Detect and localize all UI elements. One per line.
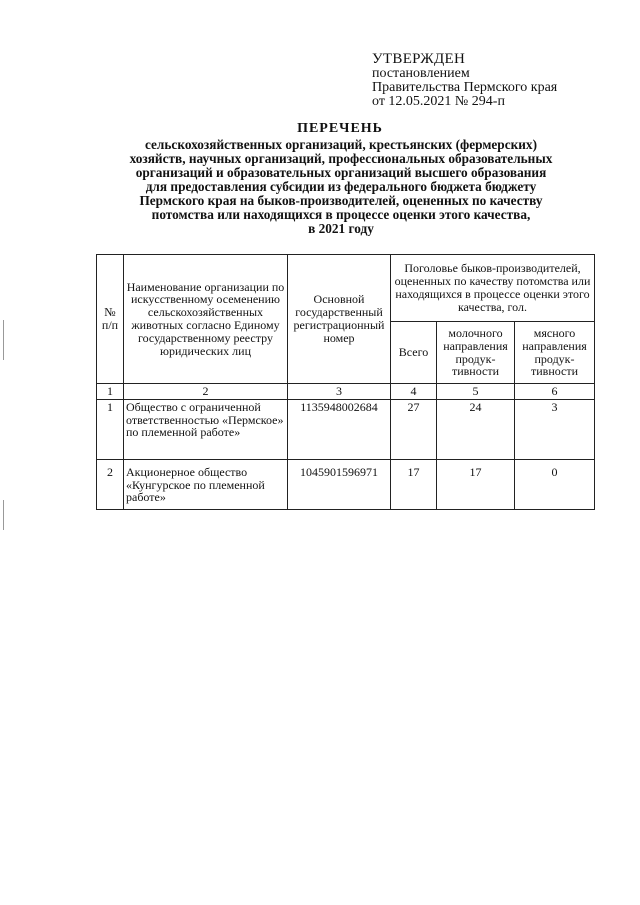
subtitle-line: организаций и образовательных организаций высшего образования — [135, 165, 547, 180]
subtitle-line: Пермского края на быков-производителей, оцененных по качеству — [139, 193, 543, 208]
approval-line: Правительства Пермского края — [372, 80, 558, 95]
scan-edge-mark — [3, 500, 4, 530]
column-numbers-row — [97, 384, 595, 400]
row-name: Общество с ограниченной ответственностью «Пермское» по племенной работе» — [124, 399, 288, 459]
row-num: 1 — [97, 399, 124, 459]
row-dairy: 17 — [437, 459, 515, 509]
col-number: 2 — [124, 384, 288, 400]
row-reg: 1135948002684 — [288, 399, 391, 459]
row-meat: 0 — [515, 459, 595, 509]
approval-line: от 12.05.2021 № 294-п — [372, 94, 505, 109]
row-reg: 1045901596971 — [288, 459, 391, 509]
table-row — [97, 399, 595, 459]
table-row — [97, 459, 595, 509]
header-total: Всего — [391, 322, 437, 384]
document-subtitle — [88, 138, 594, 236]
approval-line: постановлением — [372, 66, 470, 81]
col-number: 6 — [515, 384, 595, 400]
header-name: Наименование организации по искусственному осеменению сельскохозяйственных животных согласно Единому государственному реестру юридических лиц — [124, 255, 288, 384]
subtitle-line: в 2021 году — [308, 221, 374, 236]
col-number: 4 — [391, 384, 437, 400]
header-dairy: молочного направления продук-тивности — [437, 322, 515, 384]
header-num: № п/п — [97, 255, 124, 384]
row-name: Акционерное общество «Кунгурское по племенной работе» — [124, 459, 288, 509]
row-total: 27 — [391, 399, 437, 459]
approval-block — [372, 52, 622, 109]
approval-title: УТВЕРЖДЕН — [372, 51, 466, 67]
subtitle-line: хозяйств, научных организаций, профессиональных образовательных — [129, 151, 553, 166]
subtitle-line: сельскохозяйственных организаций, крестьянских (фермерских) — [144, 137, 538, 152]
organizations-table — [96, 254, 595, 510]
col-number: 5 — [437, 384, 515, 400]
row-total: 17 — [391, 459, 437, 509]
row-dairy: 24 — [437, 399, 515, 459]
subtitle-line: потомства или находящихся в процессе оценки этого качества, — [151, 207, 531, 222]
col-number: 3 — [288, 384, 391, 400]
header-meat: мясного направления продук-тивности — [515, 322, 595, 384]
header-reg: Основной государственный регистрационный номер — [288, 255, 391, 384]
subtitle-line: для предоставления субсидии из федерального бюджета бюджету — [145, 179, 537, 194]
row-num: 2 — [97, 459, 124, 509]
scan-edge-mark — [3, 320, 4, 360]
document-heading: ПЕРЕЧЕНЬ — [297, 121, 383, 136]
col-number: 1 — [97, 384, 124, 400]
header-row — [97, 255, 595, 322]
header-group: Поголовье быков-производителей, оцененных по качеству потомства или находящихся в процессе оценки этого качества, гол. — [391, 255, 595, 322]
row-meat: 3 — [515, 399, 595, 459]
